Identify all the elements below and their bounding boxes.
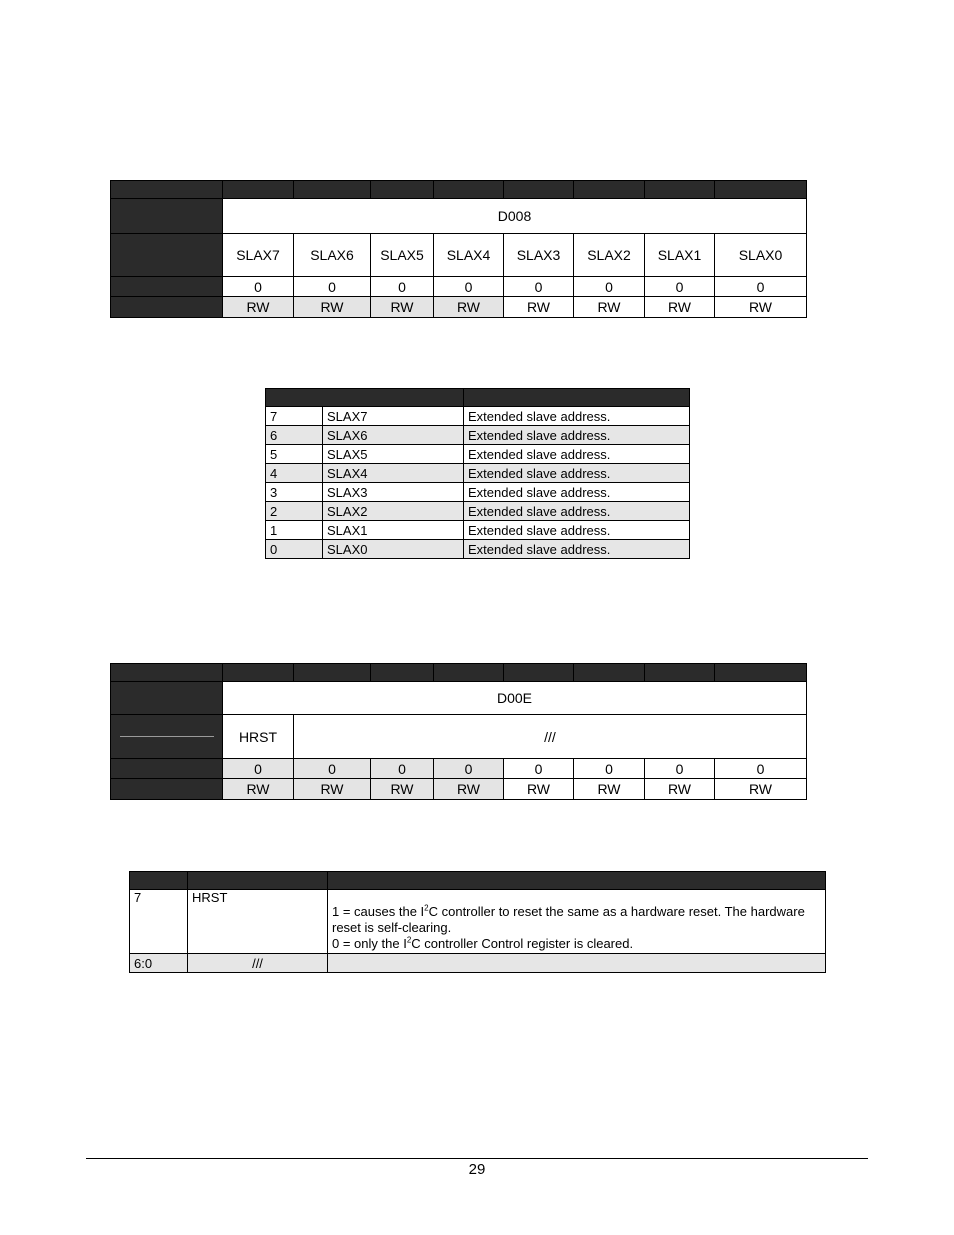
default-value: 0 — [645, 759, 715, 779]
default-value: 0 — [223, 759, 294, 779]
default-value: 0 — [715, 277, 807, 297]
desc-line2-start: 0 = only the I — [332, 936, 407, 951]
bit-number: 5 — [266, 445, 323, 464]
table-row — [266, 464, 690, 483]
desc-line2-end: C controller Control register is cleared. — [411, 936, 634, 951]
bit-name-row — [111, 715, 807, 759]
bit-name: SLAX7 — [223, 234, 294, 277]
bit-name: SLAX0 — [715, 234, 807, 277]
bit-name-row — [111, 234, 807, 277]
access-value: RW — [504, 779, 574, 800]
address-row — [111, 199, 807, 234]
default-value: 0 — [574, 759, 645, 779]
access-value: RW — [223, 779, 294, 800]
bit-description: Extended slave address. — [464, 407, 690, 426]
bit-field-name: /// — [188, 954, 328, 973]
default-row — [111, 277, 807, 297]
access-value: RW — [504, 297, 574, 318]
bit-number: 7 — [266, 407, 323, 426]
table-row — [266, 502, 690, 521]
bit-name: SLAX1 — [645, 234, 715, 277]
bit-number: 0 — [266, 540, 323, 559]
bit-name: HRST — [223, 715, 294, 759]
access-value: RW — [434, 779, 504, 800]
bit-field-name: SLAX1 — [323, 521, 464, 540]
footer-divider — [86, 1158, 868, 1159]
bit-number: 3 — [266, 483, 323, 502]
bit-description: Extended slave address. — [464, 483, 690, 502]
table-row — [266, 445, 690, 464]
bit-number: 6 — [266, 426, 323, 445]
default-value: 0 — [504, 277, 574, 297]
bit-name: SLAX6 — [294, 234, 371, 277]
default-value: 0 — [223, 277, 294, 297]
bit-description: Extended slave address. — [464, 521, 690, 540]
table-row — [266, 426, 690, 445]
default-value: 0 — [371, 277, 434, 297]
default-value: 0 — [294, 277, 371, 297]
reserved-bits: /// — [294, 715, 807, 759]
default-value: 0 — [434, 277, 504, 297]
access-value: RW — [645, 297, 715, 318]
access-value: RW — [294, 779, 371, 800]
superscript: 2 — [424, 903, 429, 913]
bit-name: SLAX5 — [371, 234, 434, 277]
default-value: 0 — [294, 759, 371, 779]
access-row — [111, 779, 807, 800]
access-value: RW — [715, 297, 807, 318]
bit-description-table-d00e — [129, 871, 826, 973]
bit-number: 7 — [130, 890, 188, 954]
desc-line1-end: C controller to reset the same as a hardware reset. The hardware reset is self-clearing. — [332, 904, 805, 935]
bit-name: SLAX2 — [574, 234, 645, 277]
default-value: 0 — [715, 759, 807, 779]
bit-number: 4 — [266, 464, 323, 483]
table-row — [266, 521, 690, 540]
bit-description: Extended slave address. — [464, 502, 690, 521]
access-value: RW — [371, 779, 434, 800]
table-row — [130, 890, 826, 954]
default-value: 0 — [574, 277, 645, 297]
default-value: 0 — [434, 759, 504, 779]
register-address: D00E — [223, 682, 807, 715]
bit-description: Extended slave address. — [464, 464, 690, 483]
bit-field-name: SLAX5 — [323, 445, 464, 464]
bit-field-name: SLAX0 — [323, 540, 464, 559]
bit-description — [328, 890, 826, 954]
bit-field-name: SLAX6 — [323, 426, 464, 445]
access-value: RW — [223, 297, 294, 318]
address-row — [111, 682, 807, 715]
bit-description: Extended slave address. — [464, 426, 690, 445]
bit-name: SLAX3 — [504, 234, 574, 277]
bit-field-name: SLAX7 — [323, 407, 464, 426]
access-value: RW — [574, 779, 645, 800]
superscript: 2 — [406, 935, 412, 945]
bit-description: Extended slave address. — [464, 540, 690, 559]
register-address: D008 — [223, 199, 807, 234]
description-header-row — [266, 389, 690, 407]
bit-number: 6:0 — [130, 954, 188, 973]
divider-line — [120, 736, 214, 737]
bit-number: 2 — [266, 502, 323, 521]
bit-description-table-d008 — [265, 388, 690, 559]
bit-number: 1 — [266, 521, 323, 540]
bit-field-name: SLAX2 — [323, 502, 464, 521]
access-value: RW — [434, 297, 504, 318]
page-number: 29 — [468, 1161, 486, 1178]
bit-name: SLAX4 — [434, 234, 504, 277]
access-row — [111, 297, 807, 318]
bit-field-name: HRST — [188, 890, 328, 954]
description-header-row — [130, 872, 826, 890]
desc-line1-start: 1 = causes the I — [332, 904, 425, 919]
bit-description — [328, 954, 826, 973]
register-table-d00e — [110, 663, 807, 800]
table-row — [266, 407, 690, 426]
register-header-row — [111, 664, 807, 682]
table-row — [266, 540, 690, 559]
bit-field-name: SLAX3 — [323, 483, 464, 502]
access-value: RW — [645, 779, 715, 800]
access-value: RW — [371, 297, 434, 318]
default-value: 0 — [504, 759, 574, 779]
bit-description: Extended slave address. — [464, 445, 690, 464]
default-value: 0 — [645, 277, 715, 297]
bit-field-name: SLAX4 — [323, 464, 464, 483]
default-row — [111, 759, 807, 779]
default-value: 0 — [371, 759, 434, 779]
register-header-row — [111, 181, 807, 199]
access-value: RW — [715, 779, 807, 800]
table-row — [130, 954, 826, 973]
access-value: RW — [294, 297, 371, 318]
table-row — [266, 483, 690, 502]
register-table-d008 — [110, 180, 807, 318]
access-value: RW — [574, 297, 645, 318]
